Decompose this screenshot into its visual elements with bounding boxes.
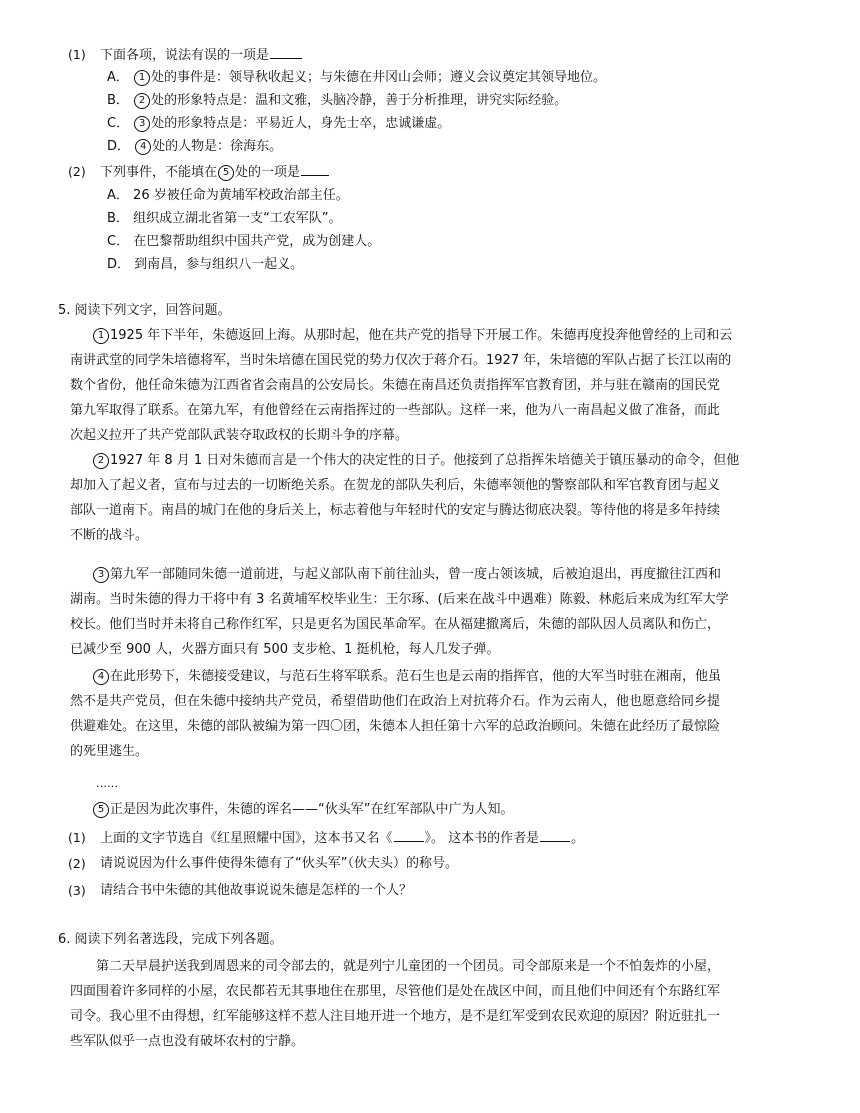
question-number: (1) — [68, 47, 86, 62]
question-text: 请结合书中朱德的其他故事说说朱德是怎样的一个人？ — [100, 883, 413, 898]
passage-line: 的死里逃生。 — [70, 744, 149, 759]
option-a[interactable]: A． 26 岁被任命为黄埔军校政治部主任。 — [107, 188, 349, 203]
question-number: (3) — [68, 883, 86, 898]
passage-line: 已减少至 900 人，火器方面只有 500 支步枪、1 挺机枪，每人几发子弹。 — [70, 642, 500, 657]
option-a[interactable]: A． 1 处的事件是：领导秋收起义；与朱德在井冈山会师；遵义会议奠定其领导地位。 — [107, 70, 607, 85]
circled-number-icon: 1 — [93, 328, 109, 344]
circled-number-icon: 2 — [134, 93, 150, 109]
option-c[interactable]: C． 在巴黎帮助组织中国共产党，成为创建人。 — [107, 234, 381, 249]
circled-number-icon: 5 — [93, 802, 109, 818]
question-number: (2) — [68, 164, 86, 179]
circled-number-icon: 1 — [134, 70, 150, 86]
passage-line: 供避难处。在这里，朱德的部队被编为第一四〇团，朱德本人担任第十六军的总政治顾问。朱德在此经历了最惊险 — [70, 719, 721, 734]
document-page: (1) 下面各项，说法有误的一项是 A． 1 处的事件是：领导秋收起义；与朱德在井冈山会师；遵义会议奠定其领导地位。 B． 2 处的形象特点是：温和文雅，头脑冷静，善于分析推理，讲究实际经验。 C． 3 处的形象特点是：平易近人，身先士卒，忠诚谦虚。 D． 4 处的人物是：徐海东。 (2) 下列事件，不能填在 5 处的一项是 A． 26 岁被任命为黄埔军校政治部主任。 B． 组织成立湖北省第一支“工农军队”。 C． 在巴黎帮助组织中国共产党，成为创建人。 D． 到南昌，参与组织八一起义。 5. 阅读下列文字，回答问题。 1 1925 年下半年，朱德返回上海。从那时起，他在共产党的指导下开展工作。朱德再度投奔他曾经的上司和云 南讲武堂的同学朱培德将军，当时朱培德在国民党的势力仅次于蒋介石。1927 年，朱培德的军队占据了长江以南的 数个省份，他任命朱德为江西省省会南昌的公安局长。朱德在南昌还负责指挥军官教育团，并与驻在赣南的国民党 第九军取得了联系。在第九军，有他曾经在云南指挥过的一些部队。这样一来，他为八一南昌起义做了准备，而此 次起义拉开了共产党部队武装夺取政权的长期斗争的序幕。 2 1927 年 8 月 1 日对朱德而言是一个伟大的决定性的日子。他接到了总指挥朱培德关于镇压暴动的命令，但他 却加入了起义者，宣布与过去的一切断绝关系。在贺龙的部队失利后，朱德率领他的警察部队和军官教育团与起义 部队一道南下。南昌的城门在他的身后关上，标志着他与年轻时代的安定与腾达彻底决裂。等待他的将是多年持续 不断的战斗。 3 第九军一部随同朱德一道前进，与起义部队南下前往汕头，曾一度占领该城，后被迫退出，再度撤往江西和 湖南。当时朱德的得力干将中有 3 名黄埔军校毕业生：王尔琢、(后来在战斗中遇难）陈毅、林彪后来成为红军大学 校长。他们当时并未将自己称作红军，只是更名为国民革命军。在从福建撤离后，朱德的部队因人员离队和伤亡， 已减少至 900 人，火器方面只有 500 支步枪、1 挺机枪，每人几发子弹。 4 在此形势下，朱德接受建议，与范石生将军联系。范石生也是云南的指挥官，他的大军当时驻在湘南，他虽 然不是共产党员，但在朱德中接纳共产党员，希望借助他们在政治上对抗蒋介石。作为云南人，他也愿意给同乡提 供避难处。在这里，朱德的部队被编为第一四〇团，朱德本人担任第十六军的总政治顾问。朱德在此经历了最惊险 的死里逃生。 …… 5 正是因为此次事件，朱德的诨名——“伙头军”在红军部队中广为人知。 (1) 上面的文字节选自《红星照耀中国》，这本书又名《 》。 这本书的作者是 。 (2) 请说说因为什么事件使得朱德有了“伙头军”（伙夫头）的称号。 (3) 请结合书中朱德的其他故事说说朱德是怎样的一个人？ 6. 阅读下列名著选段，完成下列各题。 第二天早晨护送我到周恩来的司令部去的，就是列宁儿童团的一个团员。司令部原来是一个不怕轰炸的小屋， 四面围着许多同样的小屋，农民都若无其事地住在那里，尽管他们是处在战区中间，而且他们中间还有个东路红军 司令。我心里不由得想，红军能够这样不惹人注目地开进一个地方，是不是红军受到农民欢迎的原因？附近驻扎一 些军队似乎一点也没有破坏农村的宁静。 — [0, 0, 860, 1113]
circled-number-icon: 5 — [218, 165, 234, 181]
circled-number-icon: 4 — [135, 139, 151, 155]
answer-blank[interactable] — [394, 827, 424, 842]
circled-number-icon: 4 — [93, 669, 109, 685]
ellipsis: …… — [96, 777, 118, 790]
passage-line: 部队一道南下。南昌的城门在他的身后关上，标志着他与年轻时代的安定与腾达彻底决裂。等待他的将是多年持续 — [70, 503, 721, 518]
question-stem: 下面各项，说法有误的一项是 — [100, 44, 303, 66]
passage-line: 第二天早晨护送我到周恩来的司令部去的，就是列宁儿童团的一个团员。司令部原来是一个不怕轰炸的小屋， — [96, 959, 721, 974]
passage-line: 不断的战斗。 — [70, 528, 149, 543]
option-d[interactable]: D． 到南昌，参与组织八一起义。 — [107, 257, 304, 272]
passage-line: 南讲武堂的同学朱培德将军，当时朱培德在国民党的势力仅次于蒋介石。1927 年，朱培德的军队占据了长江以南的 — [70, 353, 732, 368]
passage-line: 些军队似乎一点也没有破坏农村的宁静。 — [70, 1034, 305, 1049]
passage-line: 四面围着许多同样的小屋，农民都若无其事地住在那里，尽管他们是处在战区中间，而且他们中间还有个东路红军 — [70, 984, 721, 999]
passage-line: 然不是共产党员，但在朱德中接纳共产党员，希望借助他们在政治上对抗蒋介石。作为云南人，他也愿意给同乡提 — [70, 694, 721, 709]
passage-line: 校长。他们当时并未将自己称作红军，只是更名为国民革命军。在从福建撤离后，朱德的部队因人员离队和伤亡， — [70, 617, 721, 632]
passage-line: 湖南。当时朱德的得力干将中有 3 名黄埔军校毕业生：王尔琢、(后来在战斗中遇难）陈毅、林彪后来成为红军大学 — [70, 592, 729, 607]
circled-number-icon: 2 — [93, 453, 109, 469]
question-number: (2) — [68, 856, 86, 871]
passage-line: 司令。我心里不由得想，红军能够这样不惹人注目地开进一个地方，是不是红军受到农民欢迎的原因？附近驻扎一 — [70, 1009, 721, 1024]
question-text: 请说说因为什么事件使得朱德有了“伙头军”（伙夫头）的称号。 — [100, 856, 458, 871]
question-stem: 下列事件，不能填在 5 处的一项是 — [100, 161, 330, 183]
passage-line: 第九军取得了联系。在第九军，有他曾经在云南指挥过的一些部队。这样一来，他为八一南昌起义做了准备，而此 — [70, 403, 721, 418]
option-b[interactable]: B． 组织成立湖北省第一支“工农军队”。 — [107, 211, 342, 226]
passage-line: 却加入了起义者，宣布与过去的一切断绝关系。在贺龙的部队失利后，朱德率领他的警察部队和军官教育团与起义 — [70, 478, 721, 493]
option-d[interactable]: D． 4 处的人物是：徐海东。 — [107, 139, 283, 154]
answer-blank[interactable] — [540, 827, 570, 842]
question-number: (1) — [68, 830, 86, 845]
option-b[interactable]: B． 2 处的形象特点是：温和文雅，头脑冷静，善于分析推理，讲究实际经验。 — [107, 93, 568, 108]
passage-line: 数个省份，他任命朱德为江西省省会南昌的公安局长。朱德在南昌还负责指挥军官教育团，并与驻在赣南的国民党 — [70, 378, 721, 393]
question-title: 6. 阅读下列名著选段，完成下列各题。 — [58, 932, 283, 947]
passage-line: 次起义拉开了共产党部队武装夺取政权的长期斗争的序幕。 — [70, 428, 409, 443]
question-text: 上面的文字节选自《红星照耀中国》，这本书又名《 》。 这本书的作者是 。 — [100, 827, 584, 849]
passage-paragraph-5: 5 正是因为此次事件，朱德的诨名——“伙头军”在红军部队中广为人知。 — [92, 799, 513, 821]
circled-number-icon: 3 — [93, 567, 109, 583]
answer-blank[interactable] — [270, 44, 302, 59]
option-c[interactable]: C． 3 处的形象特点是：平易近人，身先士卒，忠诚谦虚。 — [107, 116, 451, 131]
question-title: 5. 阅读下列文字，回答问题。 — [58, 303, 231, 318]
answer-blank[interactable] — [301, 161, 329, 176]
circled-number-icon: 3 — [134, 116, 150, 132]
